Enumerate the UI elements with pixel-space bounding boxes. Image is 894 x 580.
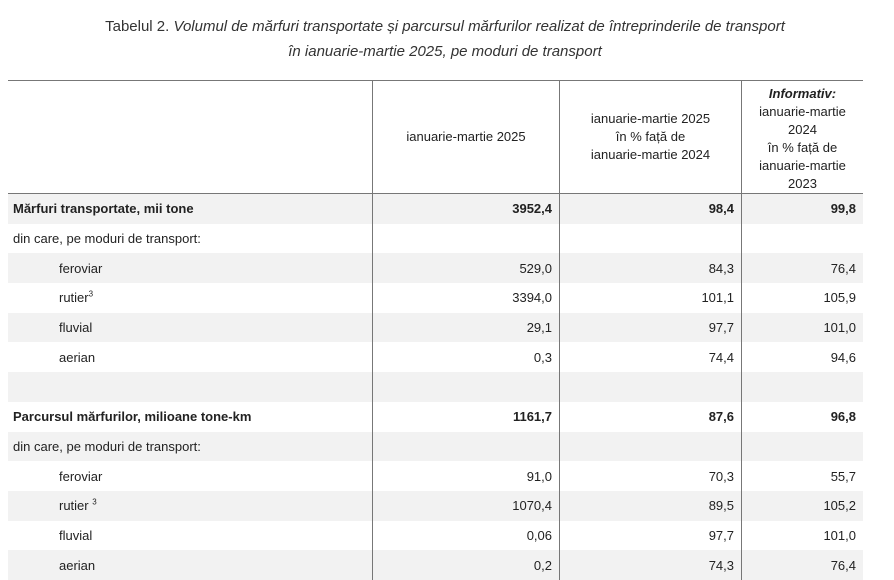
row-label-text: feroviar	[59, 468, 103, 484]
value-cell-col-1: 529,0	[373, 253, 560, 283]
row-label	[8, 432, 373, 462]
value-cell-col-2	[560, 432, 742, 462]
table-row	[8, 372, 863, 402]
row-label-text: fluvial	[59, 320, 93, 336]
table-row	[8, 432, 863, 462]
value-cell-col-1: 0,3	[373, 342, 560, 372]
value-cell-col-3: 94,6	[742, 342, 864, 372]
value-cell-col-3: 76,4	[742, 550, 864, 580]
row-label-text: Mărfuri transportate, mii tone	[13, 201, 194, 217]
value-cell-col-1: 0,06	[373, 521, 560, 551]
table-row	[8, 402, 863, 432]
header-col-2	[560, 81, 742, 194]
row-label	[8, 550, 373, 580]
value-cell-col-2: 87,6	[560, 402, 742, 432]
table-row	[8, 521, 863, 551]
row-label	[8, 283, 373, 313]
row-label	[8, 402, 373, 432]
caption-title-line1: Volumul de mărfuri transportate și parcursul mărfurilor realizat de întreprinderile de transport	[173, 18, 785, 35]
value-cell-col-3: 99,8	[742, 194, 864, 224]
table-row	[8, 491, 863, 521]
value-cell-col-2: 74,3	[560, 550, 742, 580]
table-row	[8, 550, 863, 580]
table-row	[8, 342, 863, 372]
header-col-3-line-1: ianuarie-martie 2024	[759, 104, 846, 137]
header-col-3-informativ: Informativ:	[768, 86, 837, 101]
row-label	[8, 521, 373, 551]
value-cell-col-1: 91,0	[373, 461, 560, 491]
row-label-text: fluvial	[59, 527, 93, 543]
table-row	[8, 194, 863, 224]
footnote-marker: 3	[92, 497, 97, 507]
row-label	[8, 313, 373, 343]
caption-title-line2: în ianuarie-martie 2025, pe moduri de transport	[288, 43, 602, 60]
table-row	[8, 313, 863, 343]
value-cell-col-3: 76,4	[742, 253, 864, 283]
value-cell-col-1: 1070,4	[373, 491, 560, 521]
value-cell-col-2: 97,7	[560, 313, 742, 343]
row-label-text: aerian	[59, 557, 96, 573]
value-cell-col-3	[742, 224, 864, 254]
value-cell-col-2	[560, 372, 742, 402]
value-cell-col-1: 0,2	[373, 550, 560, 580]
table-body	[8, 194, 863, 580]
value-cell-col-3: 55,7	[742, 461, 864, 491]
row-label	[8, 253, 373, 283]
value-cell-col-3	[742, 432, 864, 462]
table-caption	[0, 14, 890, 64]
row-label-text: din care, pe moduri de transport:	[13, 231, 201, 247]
row-label-text: Parcursul mărfurilor, milioane tone-km	[13, 409, 252, 425]
row-label	[8, 342, 373, 372]
row-label	[8, 224, 373, 254]
table-header-row	[8, 81, 863, 194]
header-col-2-line-1: ianuarie-martie 2025	[590, 111, 711, 126]
value-cell-col-1	[373, 432, 560, 462]
value-cell-col-2: 101,1	[560, 283, 742, 313]
value-cell-col-1: 3952,4	[373, 194, 560, 224]
value-cell-col-1: 3394,0	[373, 283, 560, 313]
value-cell-col-2: 74,4	[560, 342, 742, 372]
table-row	[8, 224, 863, 254]
value-cell-col-3: 96,8	[742, 402, 864, 432]
value-cell-col-1	[373, 224, 560, 254]
table-row	[8, 461, 863, 491]
value-cell-col-1	[373, 372, 560, 402]
header-col-3-line-2: în % față de	[767, 140, 838, 155]
header-col-3-line-3: ianuarie-martie 2023	[759, 158, 846, 191]
value-cell-col-3: 101,0	[742, 521, 864, 551]
row-label-text: din care, pe moduri de transport:	[13, 438, 201, 454]
table-row	[8, 253, 863, 283]
caption-line-1	[0, 14, 890, 39]
value-cell-col-1: 1161,7	[373, 402, 560, 432]
header-col-2-line-2: în % față de	[615, 129, 686, 144]
transport-table	[8, 80, 863, 580]
value-cell-col-2: 89,5	[560, 491, 742, 521]
row-label-text: aerian	[59, 349, 96, 365]
footnote-marker: 3	[88, 290, 94, 300]
header-col-3	[742, 81, 864, 194]
value-cell-col-2: 97,7	[560, 521, 742, 551]
value-cell-col-3	[742, 372, 864, 402]
caption-prefix: Tabelul 2.	[105, 18, 174, 35]
value-cell-col-2: 70,3	[560, 461, 742, 491]
value-cell-col-2	[560, 224, 742, 254]
row-label-text: feroviar	[59, 260, 103, 276]
header-col-2-line-3: ianuarie-martie 2024	[590, 147, 711, 162]
value-cell-col-2: 84,3	[560, 253, 742, 283]
value-cell-col-3: 105,9	[742, 283, 864, 313]
value-cell-col-3: 105,2	[742, 491, 864, 521]
row-label	[8, 372, 373, 402]
table-row	[8, 283, 863, 313]
value-cell-col-1: 29,1	[373, 313, 560, 343]
row-label-text: rutier	[59, 498, 93, 514]
value-cell-col-2: 98,4	[560, 194, 742, 224]
header-empty-cell	[8, 81, 373, 194]
value-cell-col-3: 101,0	[742, 313, 864, 343]
row-label	[8, 491, 373, 521]
row-label-text: rutier	[59, 290, 89, 306]
header-col-1: ianuarie-martie 2025	[373, 81, 560, 194]
row-label	[8, 461, 373, 491]
row-label	[8, 194, 373, 224]
